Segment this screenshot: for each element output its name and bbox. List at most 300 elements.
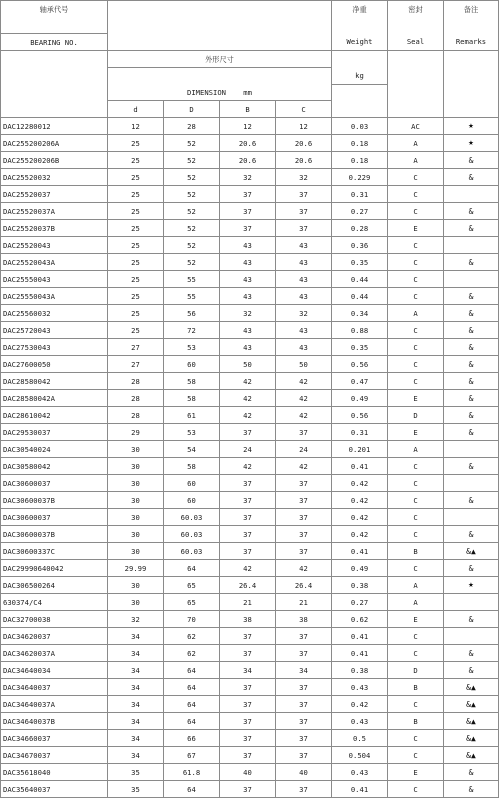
table-row [1,662,499,679]
remarks-cell: & [444,424,499,441]
outer-D-cell: 64 [164,696,220,713]
outer-D-cell: 62 [164,645,220,662]
model-cell: DAC25550043 [1,271,108,288]
weight-cell: 0.42 [332,526,388,543]
weight-cell: 0.49 [332,560,388,577]
table-row [1,577,499,594]
model-cell: DAC28580042A [1,390,108,407]
seal-cn-header: 密封 [388,1,444,18]
seal-cell: C [388,254,444,271]
weight-cell: 0.504 [332,747,388,764]
table-row [1,339,499,356]
weight-cell: 0.03 [332,118,388,135]
bore-d-cell: 25 [108,186,164,203]
model-cell: DAC25520043A [1,254,108,271]
bore-d-cell: 34 [108,628,164,645]
outer-D-cell: 52 [164,169,220,186]
width-C-cell: 32 [276,305,332,322]
weight-cell: 0.42 [332,475,388,492]
dimension-blank-header [108,1,332,51]
remarks-cell: ★ [444,577,499,594]
remarks-cn-header: 备注 [444,1,499,18]
outer-D-cell: 52 [164,203,220,220]
table-row [1,356,499,373]
weight-cell: 0.18 [332,152,388,169]
weight-blank-4 [332,101,388,118]
outer-D-cell: 61 [164,407,220,424]
table-row [1,679,499,696]
table-row [1,560,499,577]
outer-D-cell: 60 [164,475,220,492]
width-B-cell: 37 [220,713,276,730]
width-C-cell: 42 [276,373,332,390]
seal-cell: C [388,186,444,203]
outer-D-cell: 52 [164,135,220,152]
weight-cell: 0.43 [332,764,388,781]
width-C-cell: 43 [276,322,332,339]
width-B-cell: 37 [220,526,276,543]
width-B-cell: 34 [220,662,276,679]
bearing-no-blank-4 [1,101,108,118]
width-B-cell: 50 [220,356,276,373]
outer-D-cell: 52 [164,237,220,254]
width-C-cell: 20.6 [276,135,332,152]
outer-D-cell: 53 [164,339,220,356]
model-cell: DAC34620037 [1,628,108,645]
weight-cell: 0.201 [332,441,388,458]
col-d-header: d [108,101,164,118]
model-cell: DAC25560032 [1,305,108,322]
model-cell: DAC29530037 [1,424,108,441]
width-C-cell: 38 [276,611,332,628]
model-cell: DAC27530043 [1,339,108,356]
bearing-no-en-header: BEARING NO. [1,34,108,51]
remarks-cell: & [444,254,499,271]
width-C-cell: 43 [276,271,332,288]
header-row-unit [1,68,499,85]
remarks-blank-4 [444,101,499,118]
width-C-cell: 12 [276,118,332,135]
bore-d-cell: 25 [108,288,164,305]
seal-en-header: Seal [388,34,444,51]
remarks-cell: & [444,152,499,169]
width-C-cell: 37 [276,475,332,492]
bore-d-cell: 25 [108,305,164,322]
weight-cell: 0.44 [332,271,388,288]
table-row [1,713,499,730]
weight-unit-header: kg [332,68,388,85]
outer-D-cell: 52 [164,254,220,271]
weight-cell: 0.34 [332,305,388,322]
model-cell: DAC34620037A [1,645,108,662]
width-C-cell: 37 [276,747,332,764]
width-C-cell: 37 [276,696,332,713]
outer-D-cell: 52 [164,186,220,203]
outer-D-cell: 72 [164,322,220,339]
seal-cell: C [388,458,444,475]
outer-D-cell: 58 [164,390,220,407]
model-cell: DAC27600050 [1,356,108,373]
table-row [1,152,499,169]
weight-cell: 0.41 [332,628,388,645]
table-row [1,781,499,798]
weight-cell: 0.27 [332,203,388,220]
model-cell: DAC25520037A [1,203,108,220]
bore-d-cell: 12 [108,118,164,135]
bearing-no-blank-2 [1,68,108,85]
seal-cell: A [388,441,444,458]
seal-cell: C [388,560,444,577]
seal-cell: C [388,747,444,764]
table-row [1,594,499,611]
bore-d-cell: 25 [108,135,164,152]
remarks-cell: &▲ [444,696,499,713]
weight-cell: 0.28 [332,220,388,237]
seal-cell: E [388,424,444,441]
seal-cell: E [388,390,444,407]
weight-cell: 0.56 [332,356,388,373]
width-C-cell: 20.6 [276,152,332,169]
model-cell: DAC28610042 [1,407,108,424]
weight-cell: 0.38 [332,577,388,594]
weight-cell: 0.42 [332,696,388,713]
table-row [1,696,499,713]
model-cell: DAC30600037 [1,475,108,492]
width-C-cell: 42 [276,407,332,424]
remarks-cell [444,441,499,458]
outer-D-cell: 28 [164,118,220,135]
remarks-cell: & [444,390,499,407]
weight-cell: 0.88 [332,322,388,339]
table-row [1,390,499,407]
seal-cell: C [388,237,444,254]
seal-blank-2 [388,68,444,85]
remarks-cell: & [444,645,499,662]
table-row [1,458,499,475]
width-C-cell: 34 [276,662,332,679]
table-row [1,203,499,220]
bore-d-cell: 25 [108,271,164,288]
width-B-cell: 32 [220,169,276,186]
seal-cell: C [388,781,444,798]
model-cell: DAC12280012 [1,118,108,135]
weight-cn-header: 净重 [332,1,388,18]
remarks-cell: & [444,288,499,305]
seal-cell: C [388,169,444,186]
weight-cell: 0.35 [332,339,388,356]
model-cell: DAC28580042 [1,373,108,390]
dimension-en-header [108,84,332,101]
outer-D-cell: 54 [164,441,220,458]
weight-cell: 0.62 [332,611,388,628]
model-cell: DAC34670037 [1,747,108,764]
remarks-cell: & [444,220,499,237]
table-row [1,135,499,152]
width-B-cell: 37 [220,203,276,220]
width-C-cell: 50 [276,356,332,373]
weight-cell: 0.41 [332,781,388,798]
seal-blank-3 [388,84,444,101]
outer-D-cell: 64 [164,679,220,696]
model-cell: DAC32700038 [1,611,108,628]
table-row [1,645,499,662]
seal-cell: C [388,696,444,713]
bore-d-cell: 34 [108,679,164,696]
remarks-cell [444,237,499,254]
bore-d-cell: 30 [108,492,164,509]
bore-d-cell: 30 [108,594,164,611]
seal-cell: AC [388,118,444,135]
width-C-cell: 43 [276,237,332,254]
width-C-cell: 37 [276,645,332,662]
weight-cell: 0.27 [332,594,388,611]
width-C-cell: 42 [276,560,332,577]
model-cell: DAC25520032 [1,169,108,186]
remarks-spacer [444,17,499,34]
outer-D-cell: 55 [164,288,220,305]
remarks-cell: & [444,560,499,577]
model-cell: DAC25720043 [1,322,108,339]
table-row [1,254,499,271]
outer-D-cell: 60.03 [164,509,220,526]
width-C-cell: 37 [276,628,332,645]
width-C-cell: 21 [276,594,332,611]
table-row [1,407,499,424]
weight-cell: 0.38 [332,662,388,679]
bore-d-cell: 25 [108,169,164,186]
width-C-cell: 43 [276,254,332,271]
remarks-cell [444,271,499,288]
table-row [1,764,499,781]
remarks-cell: & [444,662,499,679]
width-B-cell: 38 [220,611,276,628]
model-cell: DAC29990640042 [1,560,108,577]
outer-D-cell: 64 [164,781,220,798]
bore-d-cell: 34 [108,747,164,764]
weight-blank-3 [332,84,388,101]
weight-cell: 0.31 [332,186,388,203]
width-B-cell: 20.6 [220,135,276,152]
seal-cell: B [388,543,444,560]
outer-D-cell: 64 [164,662,220,679]
weight-cell: 0.43 [332,679,388,696]
table-row [1,305,499,322]
seal-cell: C [388,373,444,390]
col-C-header: C [276,101,332,118]
outer-D-cell: 67 [164,747,220,764]
bore-d-cell: 30 [108,441,164,458]
width-B-cell: 42 [220,458,276,475]
width-B-cell: 37 [220,492,276,509]
model-cell: DAC25520037B [1,220,108,237]
table-row [1,628,499,645]
width-C-cell: 43 [276,339,332,356]
width-B-cell: 37 [220,509,276,526]
table-row [1,424,499,441]
width-B-cell: 24 [220,441,276,458]
weight-cell: 0.49 [332,390,388,407]
width-C-cell: 24 [276,441,332,458]
seal-cell: B [388,679,444,696]
bore-d-cell: 30 [108,526,164,543]
width-B-cell: 21 [220,594,276,611]
bore-d-cell: 34 [108,730,164,747]
table-row [1,747,499,764]
width-B-cell: 42 [220,390,276,407]
width-B-cell: 37 [220,186,276,203]
outer-D-cell: 66 [164,730,220,747]
model-cell: DAC25520037 [1,186,108,203]
seal-cell: E [388,220,444,237]
outer-D-cell: 64 [164,560,220,577]
remarks-cell: & [444,339,499,356]
seal-cell: C [388,339,444,356]
width-B-cell: 37 [220,628,276,645]
model-cell: DAC30600037B [1,492,108,509]
bore-d-cell: 25 [108,237,164,254]
remarks-cell [444,186,499,203]
seal-cell: A [388,594,444,611]
seal-cell: C [388,509,444,526]
outer-D-cell: 61.8 [164,764,220,781]
seal-cell: A [388,135,444,152]
model-cell: DAC34640034 [1,662,108,679]
remarks-cell: & [444,764,499,781]
weight-cell: 0.229 [332,169,388,186]
remarks-cell: &▲ [444,679,499,696]
model-cell: DAC306500264 [1,577,108,594]
seal-cell: E [388,764,444,781]
width-B-cell: 37 [220,781,276,798]
width-C-cell: 37 [276,781,332,798]
bore-d-cell: 34 [108,713,164,730]
table-row [1,509,499,526]
width-B-cell: 37 [220,543,276,560]
model-cell: DAC25550043A [1,288,108,305]
remarks-cell: & [444,407,499,424]
remarks-cell: ★ [444,135,499,152]
width-B-cell: 37 [220,424,276,441]
model-cell: DAC255200206A [1,135,108,152]
header-row-dimension-en [1,84,499,101]
outer-D-cell: 58 [164,458,220,475]
seal-cell: C [388,475,444,492]
seal-cell: C [388,492,444,509]
seal-cell: A [388,577,444,594]
model-cell: DAC34640037 [1,679,108,696]
remarks-cell [444,509,499,526]
table-row [1,543,499,560]
header-row-dimension-cn [1,51,499,68]
weight-cell: 0.41 [332,543,388,560]
weight-cell: 0.31 [332,424,388,441]
table-row [1,475,499,492]
bore-d-cell: 34 [108,645,164,662]
table-row [1,322,499,339]
width-B-cell: 37 [220,696,276,713]
bore-d-cell: 25 [108,152,164,169]
bore-d-cell: 30 [108,458,164,475]
bore-d-cell: 25 [108,322,164,339]
width-C-cell: 37 [276,424,332,441]
outer-D-cell: 65 [164,577,220,594]
outer-D-cell: 64 [164,713,220,730]
bore-d-cell: 27 [108,356,164,373]
model-cell: DAC255200206B [1,152,108,169]
model-cell: DAC30540024 [1,441,108,458]
remarks-cell: & [444,305,499,322]
width-C-cell: 37 [276,679,332,696]
remarks-cell: ★ [444,118,499,135]
remarks-cell [444,594,499,611]
seal-cell: D [388,407,444,424]
width-B-cell: 40 [220,764,276,781]
bore-d-cell: 34 [108,662,164,679]
bore-d-cell: 29.99 [108,560,164,577]
width-C-cell: 32 [276,169,332,186]
weight-spacer [332,17,388,34]
model-cell: DAC34660037 [1,730,108,747]
bore-d-cell: 28 [108,390,164,407]
bore-d-cell: 35 [108,764,164,781]
header-row-columns [1,101,499,118]
remarks-cell: & [444,169,499,186]
width-B-cell: 43 [220,339,276,356]
width-B-cell: 26.4 [220,577,276,594]
seal-cell: A [388,305,444,322]
bore-d-cell: 30 [108,543,164,560]
seal-cell: C [388,645,444,662]
bore-d-cell: 32 [108,611,164,628]
col-B-header: B [220,101,276,118]
seal-cell: D [388,662,444,679]
seal-cell: C [388,628,444,645]
outer-D-cell: 70 [164,611,220,628]
remarks-blank-3 [444,84,499,101]
table-row [1,118,499,135]
bore-d-cell: 28 [108,407,164,424]
model-cell: DAC30580042 [1,458,108,475]
remarks-cell: &▲ [444,747,499,764]
outer-D-cell: 60 [164,492,220,509]
bearing-no-spacer [1,17,108,34]
width-C-cell: 26.4 [276,577,332,594]
width-C-cell: 37 [276,203,332,220]
width-B-cell: 37 [220,679,276,696]
bearing-no-cn-header: 轴承代号 [1,1,108,18]
outer-D-cell: 60.03 [164,526,220,543]
dimension-en-label: DIMENSION [187,87,226,97]
width-C-cell: 42 [276,390,332,407]
remarks-cell: & [444,492,499,509]
width-B-cell: 37 [220,645,276,662]
width-C-cell: 37 [276,492,332,509]
table-row [1,237,499,254]
col-D-header: D [164,101,220,118]
table-row [1,288,499,305]
bore-d-cell: 35 [108,781,164,798]
remarks-cell: & [444,373,499,390]
width-B-cell: 43 [220,237,276,254]
table-row [1,220,499,237]
width-B-cell: 43 [220,322,276,339]
bore-d-cell: 25 [108,220,164,237]
remarks-cell: & [444,526,499,543]
outer-D-cell: 65 [164,594,220,611]
model-cell: DAC30600337C [1,543,108,560]
width-B-cell: 42 [220,407,276,424]
seal-blank-1 [388,51,444,68]
